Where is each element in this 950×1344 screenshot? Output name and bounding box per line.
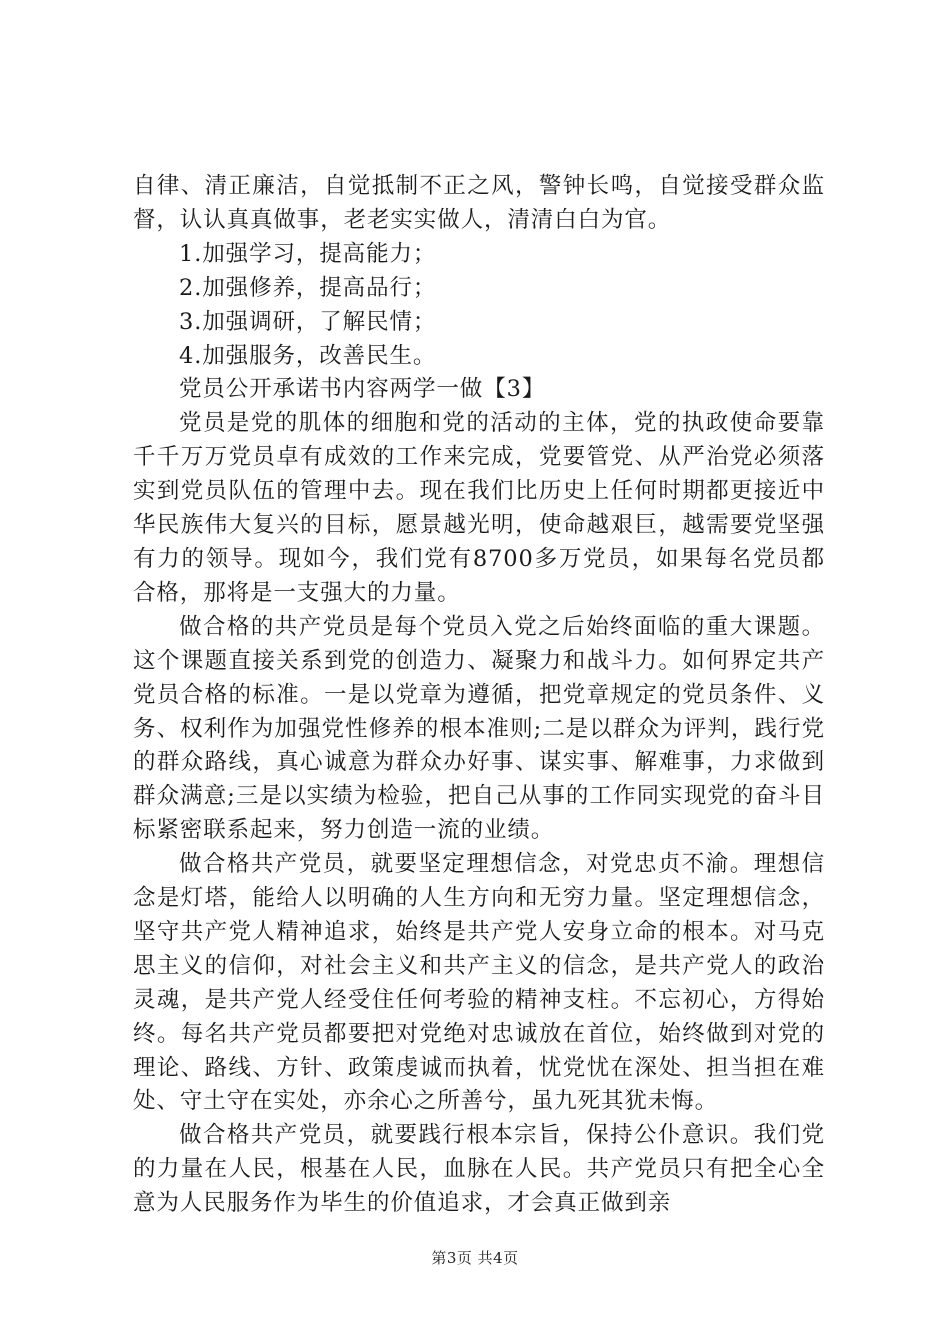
list-item-3: 3.加强调研，了解民情； [179,308,437,335]
section-heading: 党员公开承诺书内容两学一做【3】 [179,376,546,403]
page-footer: 第3页 共4页 [431,1249,519,1267]
document-body [133,170,825,1221]
list-item-4: 4.加强服务，改善民生。 [179,342,437,369]
list-item-1: 1.加强学习，提高能力； [179,240,437,267]
paragraph-fundamental-purpose: 做合格共产党员，就要践行根本宗旨，保持公仆意识。我们党的力量在人民，根基在人民，血脉在人民。共产党员只有把全心全意为人民服务作为毕生的价值追求，才会真正做到亲 [133,1122,825,1217]
paragraph-party-members: 党员是党的肌体的细胞和党的活动的主体，党的执政使命要靠千千万万党员卓有成效的工作来完成，党要管党、从严治党必须落实到党员队伍的管理中去。现在我们比历史上任何时期都更接近中华民族伟大复兴的目标，愿景越光明，使命越艰巨，越需要党坚强有力的领导。现如今，我们党有8700多万党员，如果每名党员都合格，那将是一支强大的力量。 [133,410,825,606]
list-item-2: 2.加强修养，提高品行； [179,274,437,301]
paragraph-continuation: 自律、清正廉洁，自觉抵制不正之风，警钟长鸣，自觉接受群众监督，认认真真做事，老老实实做人，清清白白为官。 [133,173,825,233]
paragraph-qualified-member: 做合格的共产党员是每个党员入党之后始终面临的重大课题。这个课题直接关系到党的创造力、凝聚力和战斗力。如何界定共产党员合格的标准。一是以党章为遵循，把党章规定的党员条件、义务、权利作为加强党性修养的根本准则;二是以群众为评判，践行党的群众路线，真心诚意为群众办好事、谋实事、解难事，力求做到群众满意;三是以实绩为检验，把自己从事的工作同实现党的奋斗目标紧密联系起来，努力创造一流的业绩。 [133,613,825,844]
paragraph-ideals-beliefs: 做合格共产党员，就要坚定理想信念，对党忠贞不渝。理想信念是灯塔，能给人以明确的人生方向和无穷力量。坚定理想信念，坚守共产党人精神追求，始终是共产党人安身立命的根本。对马克思主义的信仰，对社会主义和共产主义的信念，是共产党人的政治灵魂，是共产党人经受住任何考验的精神支柱。不忘初心，方得始终。每名共产党员都要把对党绝对忠诚放在首位，始终做到对党的理论、路线、方针、政策虔诚而执着，忧党忧在深处、担当担在难处、守土守在实处，亦余心之所善兮，虽九死其犹未悔。 [133,851,825,1115]
